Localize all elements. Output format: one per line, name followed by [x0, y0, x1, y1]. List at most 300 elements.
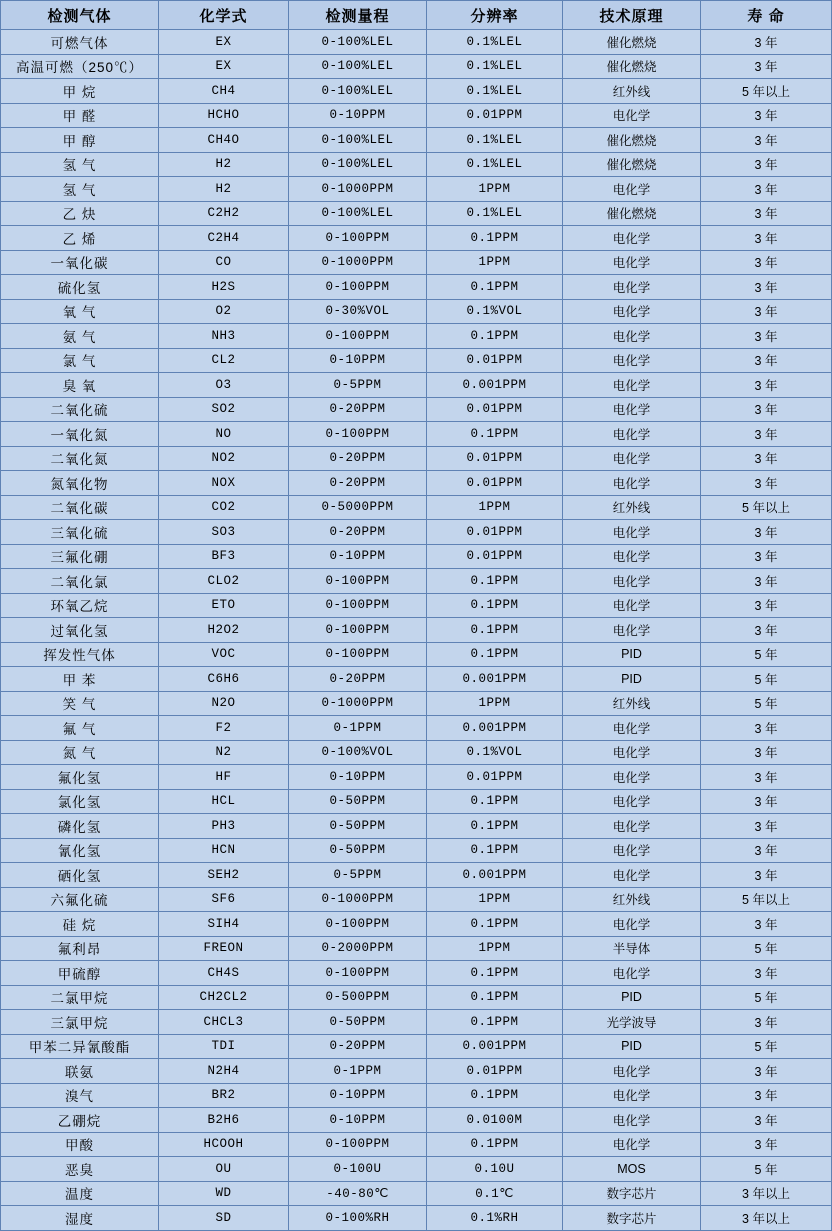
table-row [1, 740, 832, 765]
cell-range: 0-50PPM [289, 789, 427, 814]
cell-lifetime: 3 年 [701, 520, 832, 545]
cell-range: 0-100PPM [289, 618, 427, 643]
cell-gas-name: 三氧化硫 [1, 520, 159, 545]
cell-gas-name: 二氧化硫 [1, 397, 159, 422]
cell-gas-name: 甲 烷 [1, 79, 159, 104]
cell-resolution: 0.01PPM [427, 446, 563, 471]
table-row [1, 324, 832, 349]
cell-gas-name: 溴气 [1, 1083, 159, 1108]
cell-resolution: 0.1PPM [427, 642, 563, 667]
cell-principle: 电化学 [563, 275, 701, 300]
cell-principle: 电化学 [563, 250, 701, 275]
cell-resolution: 0.1%LEL [427, 30, 563, 55]
cell-principle: 电化学 [563, 1108, 701, 1133]
cell-gas-name: 二氧化氯 [1, 569, 159, 594]
cell-gas-name: 臭 氧 [1, 373, 159, 398]
cell-formula: SD [159, 1206, 289, 1231]
cell-range: 0-10PPM [289, 544, 427, 569]
cell-lifetime: 3 年 [701, 250, 832, 275]
cell-range: 0-100PPM [289, 1132, 427, 1157]
table-row [1, 716, 832, 741]
cell-lifetime: 3 年 [701, 716, 832, 741]
cell-lifetime: 3 年 [701, 765, 832, 790]
table-row [1, 422, 832, 447]
cell-lifetime: 3 年 [701, 446, 832, 471]
cell-range: 0-100PPM [289, 593, 427, 618]
cell-lifetime: 3 年以上 [701, 1181, 832, 1206]
table-row [1, 789, 832, 814]
cell-formula: BF3 [159, 544, 289, 569]
table-body [1, 30, 832, 1231]
cell-range: 0-30%VOL [289, 299, 427, 324]
cell-range: 0-10PPM [289, 1108, 427, 1133]
cell-range: 0-1000PPM [289, 887, 427, 912]
cell-formula: HCHO [159, 103, 289, 128]
cell-range: 0-1PPM [289, 1059, 427, 1084]
cell-lifetime: 3 年 [701, 863, 832, 888]
table-row [1, 642, 832, 667]
cell-resolution: 0.1PPM [427, 1010, 563, 1035]
table-row [1, 765, 832, 790]
cell-gas-name: 乙硼烷 [1, 1108, 159, 1133]
table-row [1, 1034, 832, 1059]
cell-lifetime: 3 年 [701, 1108, 832, 1133]
table-row [1, 814, 832, 839]
cell-principle: 数字芯片 [563, 1181, 701, 1206]
cell-range: 0-10PPM [289, 103, 427, 128]
column-header-lifetime: 寿 命 [701, 1, 832, 30]
cell-resolution: 0.1%LEL [427, 79, 563, 104]
cell-principle: 红外线 [563, 495, 701, 520]
cell-formula: SIH4 [159, 912, 289, 937]
cell-formula: NO2 [159, 446, 289, 471]
cell-formula: HCOOH [159, 1132, 289, 1157]
cell-gas-name: 氨 气 [1, 324, 159, 349]
cell-formula: NH3 [159, 324, 289, 349]
cell-formula: FREON [159, 936, 289, 961]
cell-resolution: 0.1PPM [427, 961, 563, 986]
cell-range: 0-1000PPM [289, 177, 427, 202]
cell-principle: PID [563, 642, 701, 667]
cell-lifetime: 3 年 [701, 275, 832, 300]
table-row [1, 275, 832, 300]
cell-formula: EX [159, 54, 289, 79]
cell-formula: CH2CL2 [159, 985, 289, 1010]
cell-range: 0-50PPM [289, 814, 427, 839]
cell-principle: 电化学 [563, 226, 701, 251]
cell-resolution: 0.1%VOL [427, 299, 563, 324]
cell-resolution: 0.1PPM [427, 275, 563, 300]
cell-principle: 电化学 [563, 324, 701, 349]
table-row [1, 569, 832, 594]
cell-principle: 红外线 [563, 79, 701, 104]
cell-gas-name: 过氧化氢 [1, 618, 159, 643]
cell-gas-name: 一氧化氮 [1, 422, 159, 447]
cell-resolution: 0.1%RH [427, 1206, 563, 1231]
cell-formula: VOC [159, 642, 289, 667]
cell-formula: BR2 [159, 1083, 289, 1108]
cell-gas-name: 一氧化碳 [1, 250, 159, 275]
cell-range: 0-100PPM [289, 226, 427, 251]
cell-gas-name: 三氟化硼 [1, 544, 159, 569]
cell-gas-name: 氰化氢 [1, 838, 159, 863]
cell-formula: ETO [159, 593, 289, 618]
cell-gas-name: 氯化氢 [1, 789, 159, 814]
cell-resolution: 0.10U [427, 1157, 563, 1182]
cell-principle: PID [563, 667, 701, 692]
cell-lifetime: 3 年 [701, 1132, 832, 1157]
cell-formula: O2 [159, 299, 289, 324]
cell-lifetime: 5 年 [701, 985, 832, 1010]
table-row [1, 887, 832, 912]
cell-formula: CO [159, 250, 289, 275]
cell-principle: 电化学 [563, 814, 701, 839]
cell-gas-name: 环氧乙烷 [1, 593, 159, 618]
cell-lifetime: 3 年以上 [701, 1206, 832, 1231]
table-row [1, 691, 832, 716]
table-row [1, 397, 832, 422]
cell-resolution: 0.01PPM [427, 544, 563, 569]
cell-principle: 催化燃烧 [563, 201, 701, 226]
table-header-row [1, 1, 832, 30]
cell-lifetime: 5 年 [701, 642, 832, 667]
cell-formula: CL2 [159, 348, 289, 373]
cell-gas-name: 氮氧化物 [1, 471, 159, 496]
cell-formula: WD [159, 1181, 289, 1206]
cell-gas-name: 硅 烷 [1, 912, 159, 937]
cell-range: 0-10PPM [289, 765, 427, 790]
table-row [1, 1181, 832, 1206]
cell-lifetime: 3 年 [701, 373, 832, 398]
cell-formula: B2H6 [159, 1108, 289, 1133]
cell-range: 0-100U [289, 1157, 427, 1182]
cell-resolution: 0.1%LEL [427, 201, 563, 226]
cell-lifetime: 3 年 [701, 593, 832, 618]
cell-principle: 电化学 [563, 103, 701, 128]
cell-resolution: 0.001PPM [427, 716, 563, 741]
cell-gas-name: 甲酸 [1, 1132, 159, 1157]
cell-gas-name: 温度 [1, 1181, 159, 1206]
cell-range: 0-5000PPM [289, 495, 427, 520]
cell-resolution: 0.1PPM [427, 422, 563, 447]
cell-resolution: 0.01PPM [427, 520, 563, 545]
cell-range: 0-100%LEL [289, 128, 427, 153]
table-row [1, 1010, 832, 1035]
cell-range: 0-100PPM [289, 912, 427, 937]
cell-formula: NOX [159, 471, 289, 496]
cell-principle: 电化学 [563, 520, 701, 545]
table-row [1, 103, 832, 128]
cell-range: 0-2000PPM [289, 936, 427, 961]
cell-gas-name: 恶臭 [1, 1157, 159, 1182]
cell-principle: 电化学 [563, 446, 701, 471]
cell-gas-name: 甲 醛 [1, 103, 159, 128]
cell-gas-name: 高温可燃（250℃） [1, 54, 159, 79]
cell-principle: 电化学 [563, 765, 701, 790]
cell-range: 0-100PPM [289, 642, 427, 667]
cell-gas-name: 硒化氢 [1, 863, 159, 888]
cell-range: 0-1000PPM [289, 250, 427, 275]
cell-resolution: 0.0100M [427, 1108, 563, 1133]
cell-resolution: 0.1PPM [427, 1083, 563, 1108]
table-row [1, 961, 832, 986]
cell-lifetime: 3 年 [701, 1059, 832, 1084]
cell-principle: 红外线 [563, 887, 701, 912]
cell-range: 0-50PPM [289, 838, 427, 863]
cell-principle: 电化学 [563, 299, 701, 324]
cell-resolution: 0.01PPM [427, 103, 563, 128]
table-row [1, 544, 832, 569]
cell-gas-name: 甲硫醇 [1, 961, 159, 986]
cell-range: 0-1000PPM [289, 691, 427, 716]
cell-principle: PID [563, 1034, 701, 1059]
cell-lifetime: 5 年以上 [701, 887, 832, 912]
cell-range: 0-100%LEL [289, 54, 427, 79]
column-header-formula: 化学式 [159, 1, 289, 30]
cell-principle: 电化学 [563, 1132, 701, 1157]
cell-resolution: 0.1℃ [427, 1181, 563, 1206]
cell-lifetime: 5 年 [701, 691, 832, 716]
cell-lifetime: 3 年 [701, 54, 832, 79]
cell-resolution: 0.1PPM [427, 985, 563, 1010]
table-row [1, 520, 832, 545]
table-row [1, 373, 832, 398]
cell-formula: SO3 [159, 520, 289, 545]
cell-lifetime: 3 年 [701, 128, 832, 153]
cell-lifetime: 5 年 [701, 1034, 832, 1059]
table-row [1, 1083, 832, 1108]
cell-range: 0-10PPM [289, 1083, 427, 1108]
cell-principle: 电化学 [563, 373, 701, 398]
cell-principle: 电化学 [563, 618, 701, 643]
cell-principle: 催化燃烧 [563, 54, 701, 79]
cell-gas-name: 氟利昂 [1, 936, 159, 961]
cell-gas-name: 三氯甲烷 [1, 1010, 159, 1035]
table-row [1, 1059, 832, 1084]
cell-resolution: 0.1%VOL [427, 740, 563, 765]
cell-lifetime: 3 年 [701, 1010, 832, 1035]
cell-formula: NO [159, 422, 289, 447]
cell-range: 0-100%RH [289, 1206, 427, 1231]
cell-lifetime: 3 年 [701, 152, 832, 177]
cell-resolution: 0.01PPM [427, 397, 563, 422]
cell-resolution: 0.1%LEL [427, 152, 563, 177]
table-row [1, 985, 832, 1010]
cell-range: 0-100%LEL [289, 152, 427, 177]
cell-formula: CHCL3 [159, 1010, 289, 1035]
cell-gas-name: 乙 炔 [1, 201, 159, 226]
cell-resolution: 0.1PPM [427, 593, 563, 618]
cell-lifetime: 3 年 [701, 618, 832, 643]
cell-formula: C6H6 [159, 667, 289, 692]
cell-lifetime: 3 年 [701, 544, 832, 569]
cell-resolution: 0.1PPM [427, 1132, 563, 1157]
cell-principle: 电化学 [563, 348, 701, 373]
cell-formula: N2O [159, 691, 289, 716]
cell-principle: MOS [563, 1157, 701, 1182]
table-header [1, 1, 832, 30]
cell-range: 0-20PPM [289, 397, 427, 422]
column-header-principle: 技术原理 [563, 1, 701, 30]
cell-principle: 电化学 [563, 863, 701, 888]
table-row [1, 1157, 832, 1182]
cell-range: 0-100%VOL [289, 740, 427, 765]
table-row [1, 912, 832, 937]
cell-lifetime: 3 年 [701, 422, 832, 447]
cell-formula: H2S [159, 275, 289, 300]
table-row [1, 667, 832, 692]
cell-resolution: 0.1PPM [427, 789, 563, 814]
cell-lifetime: 3 年 [701, 201, 832, 226]
cell-formula: H2 [159, 177, 289, 202]
cell-range: 0-20PPM [289, 471, 427, 496]
cell-lifetime: 3 年 [701, 912, 832, 937]
cell-formula: H2 [159, 152, 289, 177]
cell-lifetime: 3 年 [701, 299, 832, 324]
cell-principle: 催化燃烧 [563, 152, 701, 177]
cell-principle: 电化学 [563, 838, 701, 863]
cell-resolution: 0.1PPM [427, 814, 563, 839]
cell-principle: 电化学 [563, 569, 701, 594]
cell-lifetime: 3 年 [701, 838, 832, 863]
cell-resolution: 0.1PPM [427, 618, 563, 643]
cell-lifetime: 5 年 [701, 936, 832, 961]
cell-resolution: 0.01PPM [427, 1059, 563, 1084]
cell-gas-name: 氧 气 [1, 299, 159, 324]
cell-resolution: 1PPM [427, 691, 563, 716]
cell-formula: SO2 [159, 397, 289, 422]
cell-formula: CH4S [159, 961, 289, 986]
cell-lifetime: 3 年 [701, 740, 832, 765]
cell-gas-name: 乙 烯 [1, 226, 159, 251]
cell-range: 0-5PPM [289, 373, 427, 398]
cell-gas-name: 氮 气 [1, 740, 159, 765]
table-row [1, 936, 832, 961]
cell-gas-name: 挥发性气体 [1, 642, 159, 667]
cell-lifetime: 3 年 [701, 789, 832, 814]
cell-range: 0-5PPM [289, 863, 427, 888]
cell-gas-name: 氯 气 [1, 348, 159, 373]
cell-formula: N2 [159, 740, 289, 765]
cell-formula: F2 [159, 716, 289, 741]
cell-lifetime: 3 年 [701, 569, 832, 594]
cell-gas-name: 硫化氢 [1, 275, 159, 300]
cell-formula: PH3 [159, 814, 289, 839]
cell-gas-name: 氟化氢 [1, 765, 159, 790]
cell-principle: 电化学 [563, 1083, 701, 1108]
cell-gas-name: 甲苯二异氰酸酯 [1, 1034, 159, 1059]
cell-formula: HCN [159, 838, 289, 863]
cell-formula: H2O2 [159, 618, 289, 643]
table-row [1, 593, 832, 618]
cell-formula: EX [159, 30, 289, 55]
cell-range: 0-50PPM [289, 1010, 427, 1035]
cell-principle: 电化学 [563, 177, 701, 202]
table-row [1, 495, 832, 520]
cell-formula: SF6 [159, 887, 289, 912]
table-row [1, 863, 832, 888]
cell-formula: CO2 [159, 495, 289, 520]
table-row [1, 348, 832, 373]
cell-range: 0-100PPM [289, 569, 427, 594]
cell-resolution: 0.1%LEL [427, 128, 563, 153]
cell-principle: 电化学 [563, 593, 701, 618]
cell-principle: 红外线 [563, 691, 701, 716]
cell-range: 0-100%LEL [289, 30, 427, 55]
cell-gas-name: 甲 苯 [1, 667, 159, 692]
cell-formula: C2H4 [159, 226, 289, 251]
cell-range: 0-100%LEL [289, 201, 427, 226]
cell-resolution: 0.01PPM [427, 765, 563, 790]
cell-resolution: 0.001PPM [427, 667, 563, 692]
cell-resolution: 0.1%LEL [427, 54, 563, 79]
cell-range: -40-80℃ [289, 1181, 427, 1206]
cell-lifetime: 3 年 [701, 226, 832, 251]
cell-lifetime: 3 年 [701, 397, 832, 422]
cell-gas-name: 氢 气 [1, 177, 159, 202]
table-row [1, 250, 832, 275]
cell-resolution: 0.01PPM [427, 348, 563, 373]
cell-resolution: 0.01PPM [427, 471, 563, 496]
cell-gas-name: 磷化氢 [1, 814, 159, 839]
cell-principle: 光学波导 [563, 1010, 701, 1035]
cell-principle: 半导体 [563, 936, 701, 961]
cell-gas-name: 二氧化氮 [1, 446, 159, 471]
cell-gas-name: 氢 气 [1, 152, 159, 177]
cell-principle: 催化燃烧 [563, 30, 701, 55]
table-row [1, 226, 832, 251]
cell-lifetime: 3 年 [701, 348, 832, 373]
cell-lifetime: 3 年 [701, 177, 832, 202]
cell-resolution: 0.001PPM [427, 373, 563, 398]
cell-formula: OU [159, 1157, 289, 1182]
cell-range: 0-1PPM [289, 716, 427, 741]
table-row [1, 446, 832, 471]
cell-gas-name: 二氧化碳 [1, 495, 159, 520]
cell-resolution: 0.001PPM [427, 1034, 563, 1059]
cell-lifetime: 3 年 [701, 324, 832, 349]
cell-formula: O3 [159, 373, 289, 398]
cell-range: 0-20PPM [289, 520, 427, 545]
cell-principle: 电化学 [563, 471, 701, 496]
table-row [1, 30, 832, 55]
cell-range: 0-100PPM [289, 422, 427, 447]
cell-lifetime: 5 年以上 [701, 495, 832, 520]
cell-principle: 电化学 [563, 716, 701, 741]
cell-resolution: 0.1PPM [427, 838, 563, 863]
column-header-resolution: 分辨率 [427, 1, 563, 30]
cell-gas-name: 甲 醇 [1, 128, 159, 153]
table-row [1, 177, 832, 202]
table-row [1, 1108, 832, 1133]
cell-gas-name: 二氯甲烷 [1, 985, 159, 1010]
column-header-range: 检测量程 [289, 1, 427, 30]
table-row [1, 152, 832, 177]
cell-principle: 电化学 [563, 789, 701, 814]
table-row [1, 79, 832, 104]
cell-formula: HF [159, 765, 289, 790]
cell-formula: CH4O [159, 128, 289, 153]
cell-principle: 电化学 [563, 397, 701, 422]
cell-lifetime: 5 年 [701, 667, 832, 692]
cell-lifetime: 3 年 [701, 1083, 832, 1108]
cell-principle: 电化学 [563, 422, 701, 447]
cell-principle: PID [563, 985, 701, 1010]
cell-range: 0-500PPM [289, 985, 427, 1010]
cell-range: 0-100PPM [289, 275, 427, 300]
cell-formula: N2H4 [159, 1059, 289, 1084]
cell-resolution: 0.1PPM [427, 324, 563, 349]
